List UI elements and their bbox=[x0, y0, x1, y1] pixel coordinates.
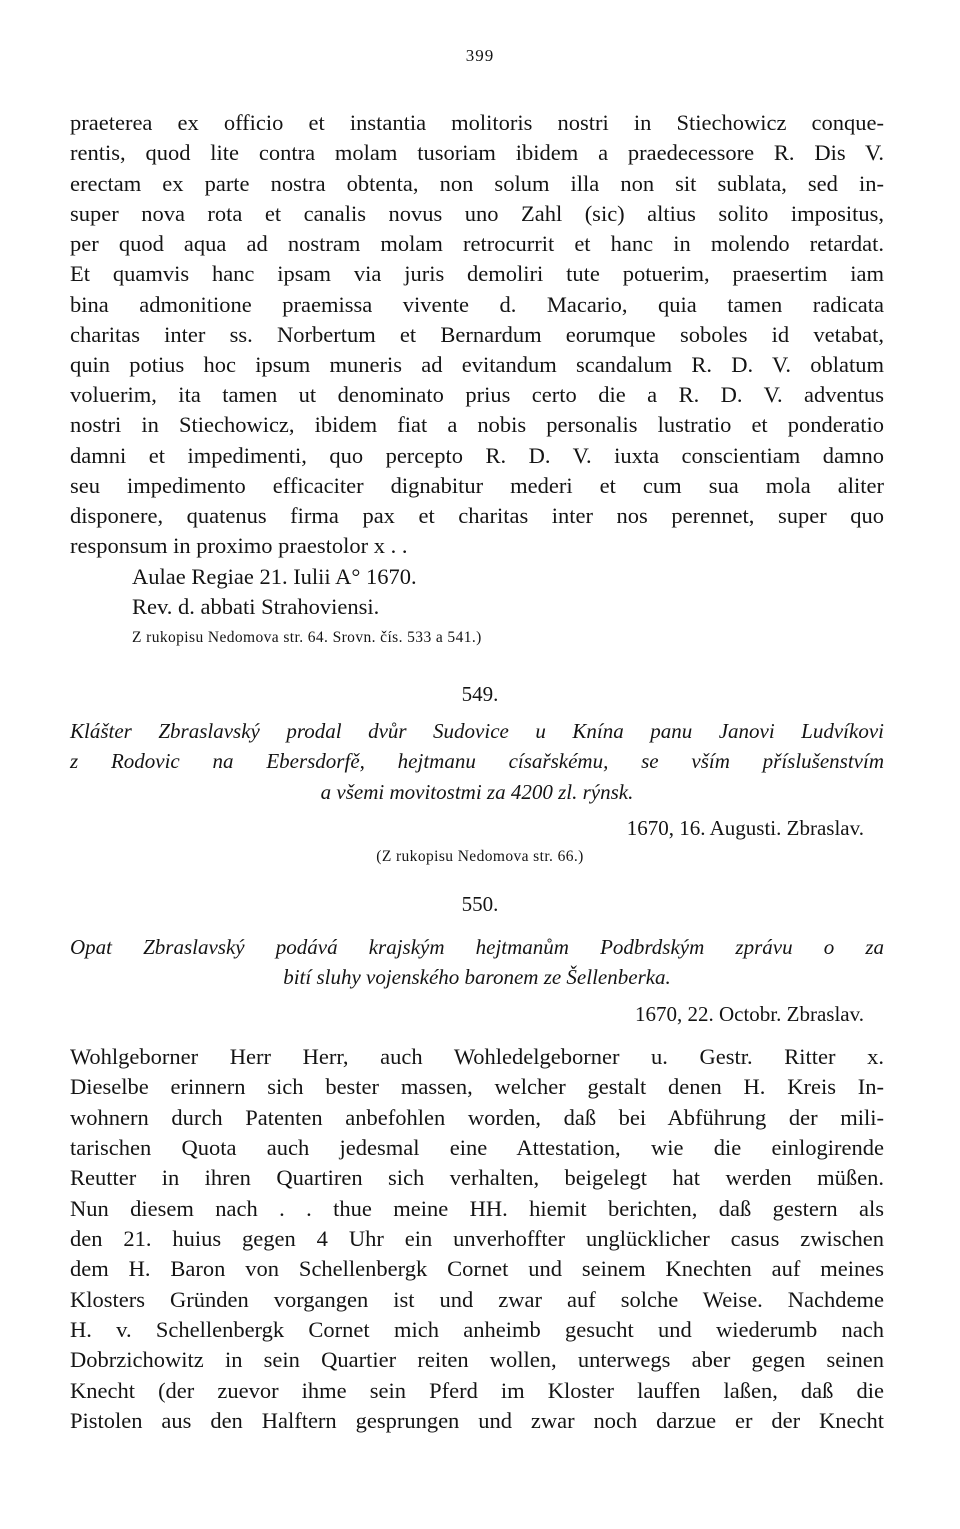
text-line: wohnern durch Patenten anbefohlen worden, daß bei Abführung der mili- bbox=[70, 1105, 884, 1130]
text-line: seu impedimento efficaciter dignabitur mederi et cum sua mola aliter bbox=[70, 473, 884, 498]
text-line: Dieselbe erinnern sich bester massen, welcher gestalt denen H. Kreis In- bbox=[70, 1074, 884, 1099]
text-line: rentis, quod lite contra molam tusoriam ibidem a praedecessore R. Dis V. bbox=[70, 140, 884, 165]
text-line: H. v. Schellenbergk Cornet mich anheimb gesucht und wiederumb nach bbox=[70, 1317, 884, 1342]
closing-date: Aulae Regiae 21. Iulii A° 1670. bbox=[132, 564, 417, 589]
text-line: Knecht (der zuevor ihme sein Pferd im Kloster lauffen laßen, daß die bbox=[70, 1378, 884, 1403]
document-date: 1670, 16. Augusti. Zbraslav. bbox=[626, 816, 864, 840]
addressee: Rev. d. abbati Strahoviensi. bbox=[132, 594, 380, 619]
text-line: responsum in proximo praestolor x . . bbox=[70, 533, 408, 558]
page-number: 399 bbox=[465, 46, 495, 65]
text-line: per quod aqua ad nostram molam retrocurrit et hanc in molendo retardat. bbox=[70, 231, 884, 256]
text-line: tarischen Quota auch jedesmal eine Attestation, wie die einlogirende bbox=[70, 1135, 884, 1160]
document-heading-line: Opat Zbraslavský podává krajským hejtmanům Podbrdským zprávu o za bbox=[70, 935, 884, 959]
text-line: bina admonitione praemissa vivente d. Macario, quia tamen radicata bbox=[70, 292, 884, 317]
text-line: nostri in Stiechowicz, ibidem fiat a nobis personalis lustratio et ponderatio bbox=[70, 412, 884, 437]
text-line: charitas inter ss. Norbertum et Bernardum eorumque soboles id vetabat, bbox=[70, 322, 884, 347]
source-note: (Z rukopisu Nedomova str. 66.) bbox=[376, 848, 584, 865]
text-line: Klosters Gründen vorgangen ist und zwar auf solche Weise. Nachdeme bbox=[70, 1287, 884, 1312]
document-heading-line: z Rodovic na Ebersdorfě, hejtmanu císařskému, se vším příslušenstvím bbox=[70, 749, 884, 773]
text-line: super nova rota et canalis novus uno Zahl (sic) altius solito impositus, bbox=[70, 201, 884, 226]
text-line: erectam ex parte nostra obtenta, non solum illa non sit sublata, sed in- bbox=[70, 171, 884, 196]
document-heading-line: bití sluhy vojenského baronem ze Šellenberka. bbox=[283, 965, 671, 989]
text-line: quin potius hoc ipsum muneris ad evitandum scandalum R. D. V. oblatum bbox=[70, 352, 884, 377]
source-note: Z rukopisu Nedomova str. 64. Srovn. čís. 533 a 541.) bbox=[132, 629, 482, 646]
document-heading-line: a všemi movitostmi za 4200 zl. rýnsk. bbox=[320, 780, 634, 804]
text-line: disponere, quatenus firma pax et charitas inter nos perennet, super quo bbox=[70, 503, 884, 528]
document-date: 1670, 22. Octobr. Zbraslav. bbox=[634, 1002, 864, 1026]
text-line: Nun diesem nach . . thue meine HH. hiemit berichten, daß gestern als bbox=[70, 1196, 884, 1221]
document-heading-line: Klášter Zbraslavský prodal dvůr Sudovice u Knína panu Janovi Ludvíkovi bbox=[70, 719, 884, 743]
text-line: praeterea ex officio et instantia molitoris nostri in Stiechowicz conque- bbox=[70, 110, 884, 135]
document-number: 549. bbox=[461, 682, 499, 706]
text-line: voluerim, ita tamen ut denominato prius certo die a R. D. V. adventus bbox=[70, 382, 884, 407]
text-line: dem H. Baron von Schellenbergk Cornet und seinem Knechten auf meines bbox=[70, 1256, 884, 1281]
text-line: den 21. huius gegen 4 Uhr ein unverhoffter unglücklicher casus zwischen bbox=[70, 1226, 884, 1251]
text-line: Et quamvis hanc ipsam via juris demoliri tute potuerim, praesertim iam bbox=[70, 261, 884, 286]
text-line: Wohlgeborner Herr Herr, auch Wohledelgeborner u. Gestr. Ritter x. bbox=[70, 1044, 884, 1069]
text-line: damni et impedimenti, quo percepto R. D. V. iuxta conscientiam damno bbox=[70, 443, 884, 468]
document-number: 550. bbox=[461, 892, 499, 916]
text-line: Pistolen aus den Halftern gesprungen und zwar noch darzue er der Knecht bbox=[70, 1408, 884, 1433]
text-line: Reutter in ihren Quartiren sich verhalten, beigelegt hat werden müßen. bbox=[70, 1165, 884, 1190]
text-line: Dobrzichowitz in sein Quartier reiten wollen, unterwegs aber gegen seinen bbox=[70, 1347, 884, 1372]
